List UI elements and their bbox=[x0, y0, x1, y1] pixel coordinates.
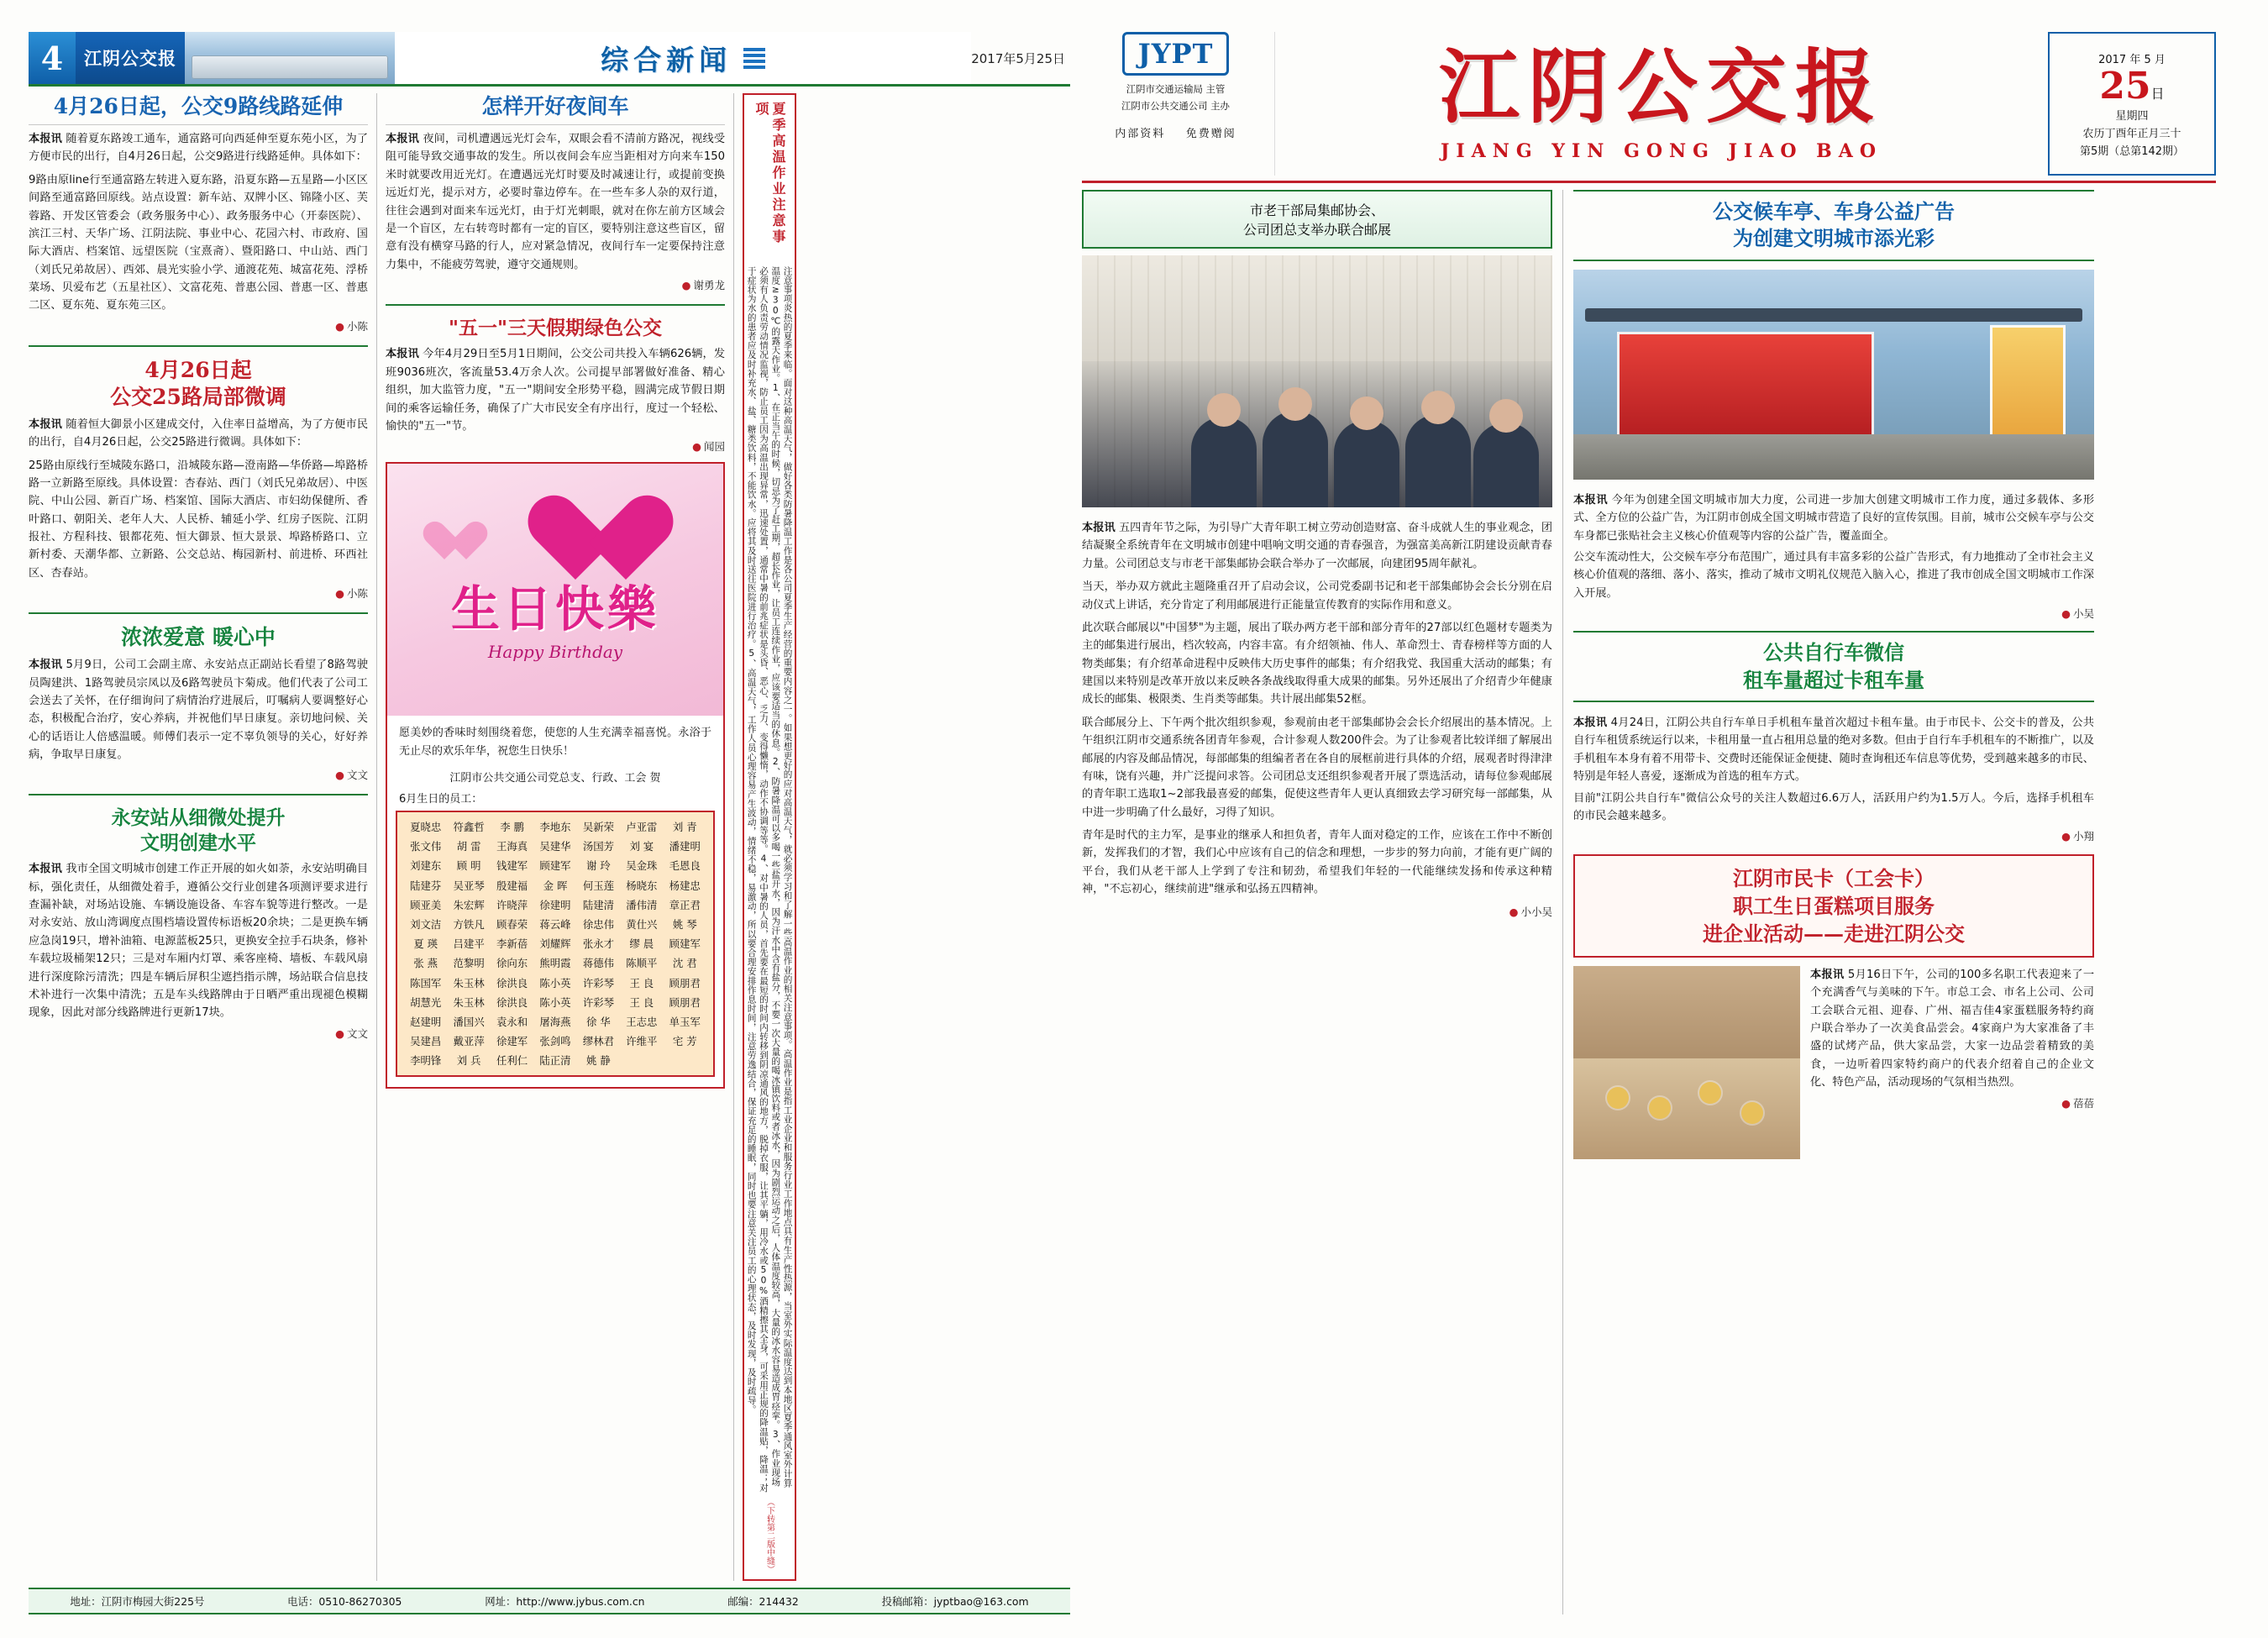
article-paragraph-2: 25路由原线行至城陵东路口，沿城陵东路—澄南路—华侨路—埠路桥路一立新路至原线。具体设置：杏春站、西门（刘氏兄弟故居）、中医院、中山公园、新百广场、档案馆、国际大酒店、市妇幼保健所、香叶路口、朝阳关、老年人大、人民桥、辅延小学、红房子医院、江阴报社、方程科技、银都花苑、恒大御景、恒大景景、埠路桥路口、立新村委、天潮华都、立新路、公交总站、梅园新村、前进桥、环西社区、杏春站。 bbox=[29, 459, 368, 580]
publisher-block bbox=[1082, 32, 1275, 176]
employee-name: 王海真 bbox=[496, 840, 528, 853]
cake-headline-line2: 职工生日蛋糕项目服务 bbox=[1733, 893, 1935, 918]
employee-name: 方铁凡 bbox=[453, 918, 485, 932]
footer-website[interactable]: 网址：http://www.jybus.com.cn bbox=[485, 1595, 645, 1608]
left-column-1 bbox=[29, 93, 368, 1581]
employee-name: 章正君 bbox=[669, 898, 701, 911]
lead-label: 本报讯 bbox=[1810, 968, 1845, 981]
employee-name: 姚 琴 bbox=[672, 918, 697, 932]
column-divider bbox=[376, 93, 377, 1581]
table-row bbox=[404, 992, 706, 1011]
employee-name: 李新蓓 bbox=[496, 937, 528, 951]
article-paragraph-1: 随着恒大御景小区建成交付，入住率日益增高，为了方便市民的出行，自4月26日起，公交25路进行微调。具体如下： bbox=[29, 417, 369, 449]
footer-postcode: 邮编：214432 bbox=[727, 1595, 799, 1608]
birthday-name-table bbox=[396, 811, 715, 1077]
employee-name: 杨晓东 bbox=[626, 879, 658, 892]
employee-name: 陈顺平 bbox=[626, 957, 658, 970]
employee-name: 吴亚琴 bbox=[453, 879, 485, 892]
photo-foreground bbox=[1082, 361, 1552, 507]
employee-name: 许彩琴 bbox=[582, 976, 614, 990]
employee-name: 顾建军 bbox=[669, 937, 701, 951]
shelter-ad-panel bbox=[1617, 332, 1874, 438]
table-row bbox=[404, 875, 706, 895]
bike-text-1: 4月24日，江阴公共自行车单日手机租车量首次超过卡租车量。由于市民卡、公交卡的普及，公共自行车租赁系统运行以来，卡租用量一直占租用总量的绝对多数。但由于自行车手机租车的不断推广，以及手机租车本身有着不用带卡、交费时还能保证金便捷、随时查询租还车信息等优势，受到越来越多的市民、特别是年轻人喜爱，逐渐成为首选的租车方式。 bbox=[1573, 717, 2094, 784]
lead-label: 本报讯 bbox=[1573, 493, 1609, 507]
column-divider bbox=[1562, 190, 1563, 1614]
notice-body bbox=[745, 266, 793, 1494]
employee-name: 张 燕 bbox=[413, 957, 438, 970]
lead-paragraph-1 bbox=[1082, 519, 1552, 573]
bike-paragraph-2: 目前"江阴公共自行车"微信公众号的关注人数超过6.6万人，活跃用户约为1.5万人。今后，选择手机租车的市民会越来越多。 bbox=[1573, 791, 2094, 822]
employee-name bbox=[664, 1051, 706, 1070]
jypt-logo bbox=[1122, 32, 1230, 76]
issue-day-unit: 日 bbox=[2150, 85, 2165, 102]
left-page-footer bbox=[29, 1588, 1070, 1614]
cake-article-body-wrap bbox=[1573, 966, 2094, 1159]
employee-name: 朱宏辉 bbox=[453, 898, 485, 911]
table-row bbox=[404, 1032, 706, 1051]
article-byline: ● 闻园 bbox=[692, 440, 725, 454]
bike-article-body bbox=[1573, 711, 2094, 846]
newspaper-nameplate bbox=[1275, 32, 2048, 176]
byline-author: 文文 bbox=[346, 769, 368, 782]
article-lead: 本报讯 bbox=[29, 417, 62, 431]
employee-name: 许维平 bbox=[626, 1035, 658, 1048]
employee-name: 许晓萍 bbox=[496, 898, 528, 911]
employee-name: 王 良 bbox=[629, 976, 654, 990]
issue-number: 第5期（总第142期） bbox=[2079, 144, 2185, 158]
article-night-driving bbox=[386, 93, 725, 292]
table-row bbox=[404, 1051, 706, 1070]
employee-name: 宅 芳 bbox=[672, 1035, 697, 1048]
article-headline-line2: 公交25路局部微调 bbox=[110, 384, 286, 409]
employee-name: 朱玉林 bbox=[453, 976, 485, 990]
table-row bbox=[404, 934, 706, 953]
byline-author: 蓓蓓 bbox=[2072, 1096, 2094, 1110]
table-row bbox=[404, 1011, 706, 1031]
employee-name: 刘 兵 bbox=[456, 1054, 481, 1068]
birthday-names bbox=[404, 817, 706, 1070]
article-yongan-station bbox=[29, 806, 368, 1040]
article-paragraph-1: 5月9日，公司工会副主席、永安站点正副站长看望了8路驾驶员陶建洪、1路驾驶员宗凤以及6路驾驶员卞菊成。他们代表了公司工会送去了关怀，在仔细询问了病情治疗进展后，叮嘱病人要调整好心态，积极配合治疗，安心养病，并祝他们早日康复。亲切地问候、关心的话语让人倍感温暖。师傅们表示一定不辜负领导的关心，好好养病，争取早日康复。 bbox=[29, 659, 369, 761]
birthday-subtitle: 6月生日的员工： bbox=[399, 792, 483, 806]
lead-text-1: 五四青年节之际，为引导广大青年职工树立劳动创造财富、奋斗成就人生的事业观念，团结凝聚全系统青年在文明城市创建中唱响文明交通的青春强音，为强富美高新江阴建设贡献青春力量。公司团总支与市老干部集邮协会联合举办了一次邮展，向建团95周年献礼。 bbox=[1082, 522, 1553, 570]
birthday-message: 愿美妙的香味时刻围绕着您，使您的人生充满幸福喜悦。永浴于无止尽的欢乐年华，祝您生日快乐！ bbox=[399, 727, 711, 759]
divider-green bbox=[386, 304, 725, 306]
shelter-paragraph-1 bbox=[1573, 491, 2094, 545]
left-page bbox=[29, 32, 1070, 1614]
table-row bbox=[404, 817, 706, 837]
issue-day bbox=[2099, 64, 2165, 108]
article-byline: ● 文文 bbox=[335, 1026, 368, 1040]
cake-text-1: 5月16日下午，公司的100多名职工代表迎来了一个充满香气与美味的下午。市总工会、市名上公司、公司工会联合元祖、迎春、广州、福吉佳4家蛋糕服务特约商户联合举办了一次美食品尝会。4家商户为大家准备了丰盛的试烤产品，供大家品尝，大家一边品尝着精致的美食，一边听着四家特约商户的代表介绍着自己的企业文化、特色产品，活动现场的气氛相当热烈。 bbox=[1810, 968, 2095, 1089]
lead-article-byline: ● 小小吴 bbox=[1509, 905, 1552, 918]
byline-author: 小小吴 bbox=[1520, 905, 1552, 918]
birthday-ad bbox=[386, 462, 725, 1089]
employee-name: 吴新荣 bbox=[582, 821, 614, 834]
employee-name: 潘建明 bbox=[669, 840, 701, 853]
employee-name: 徐建明 bbox=[539, 898, 571, 911]
employee-name: 沈 君 bbox=[672, 957, 697, 970]
employee-name: 任利仁 bbox=[496, 1054, 528, 1068]
employee-name: 顾亚美 bbox=[410, 898, 442, 911]
employee-name: 刘 宴 bbox=[629, 840, 654, 853]
lead-paragraph-5: 青年是时代的主力军，是事业的继承人和担负者，青年人面对稳定的工作，应该在工作中不断创新，发挥我们的才智，我们心中应该有自己的信念和理想，一步步的努力向前，才能有更广阔的平台，我们从老干部人上学到了专注和韧劲，希望我们年轻的一代能继续发扬和传承这种精神，"不忘初心，继续前进"继承和弘扬五四精神。 bbox=[1082, 829, 1552, 896]
employee-name: 徐向东 bbox=[496, 957, 528, 970]
article-lead: 本报讯 bbox=[29, 863, 62, 876]
employee-name: 潘伟清 bbox=[626, 898, 658, 911]
employee-name: 刘建东 bbox=[410, 859, 442, 873]
divider bbox=[29, 124, 368, 125]
article-body bbox=[386, 345, 725, 435]
shelter-text-1: 今年为创建全国文明城市加大力度，公司进一步加大创建文明城市工作力度，通过多载体、多形式、全方位的公益广告，为江阴市创成全国文明城市营造了良好的宣传氛围。目前，城市公交候车亭与公交车身都已张贴社会主义核心价值观等内容的公益广告，覆盖面全。 bbox=[1573, 493, 2095, 543]
cake-tasting-photo bbox=[1573, 966, 1800, 1159]
internal-label: 内部资料 bbox=[1115, 128, 1166, 140]
shelter-side-panel bbox=[1990, 325, 2066, 446]
bike-paragraph-1 bbox=[1573, 714, 2094, 786]
article-headline: 4月26日起，公交9路线路延伸 bbox=[53, 94, 344, 118]
article-lead: 本报讯 bbox=[29, 659, 63, 672]
column-divider bbox=[733, 93, 734, 1581]
notice-title: 夏季高温作业注意事项 bbox=[753, 102, 786, 245]
publisher-line-1: 江阴市交通运输局 主管 bbox=[1126, 83, 1226, 95]
heart-icon-small bbox=[433, 522, 478, 564]
byline-author: 闻园 bbox=[703, 440, 725, 454]
article-paragraph-1: 今年4月29日至5月1日期间，公交公司共投入车辆626辆，发班9036班次，客流量53.4万余人次。公司提早部署做好准备、精心组织，加大监管力度，"五一"期间安全形势平稳，圆满完成节假日期间的乘客运输任务，确保了广大市民安全有序出行，度过一个轻松、愉快的"五一"节。 bbox=[386, 348, 726, 433]
person-silhouette bbox=[1334, 420, 1399, 507]
employee-name: 蒋云峰 bbox=[539, 918, 571, 932]
employee-name: 熊明霞 bbox=[539, 957, 571, 970]
table-row bbox=[404, 953, 706, 973]
page-number: 4 bbox=[29, 32, 76, 84]
employee-name: 陈小英 bbox=[539, 976, 571, 990]
footer-address: 地址：江阴市梅园大街225号 bbox=[70, 1595, 205, 1608]
employee-name: 姚 静 bbox=[586, 1054, 611, 1068]
employee-name bbox=[620, 1051, 663, 1070]
right-column-1 bbox=[1082, 190, 1552, 1614]
employee-name: 缪林君 bbox=[582, 1035, 614, 1048]
section-title: 综合新闻 bbox=[601, 43, 732, 76]
shelter-roof bbox=[1585, 308, 2082, 322]
issue-day-number: 25 bbox=[2099, 64, 2151, 108]
person-silhouette bbox=[1191, 417, 1257, 507]
nameplate-pinyin: JIANG YIN GONG JIAO BAO bbox=[1440, 139, 1883, 162]
employee-name: 徐建军 bbox=[496, 1035, 528, 1048]
table-surface bbox=[1573, 1058, 1800, 1159]
article-byline: ● 小陈 bbox=[335, 319, 368, 333]
employee-name: 王志忠 bbox=[626, 1015, 658, 1028]
article-headline: "五一"三天假期绿色公交 bbox=[449, 317, 662, 339]
employee-name: 卢亚雷 bbox=[626, 821, 658, 834]
employee-name: 毛恩良 bbox=[669, 859, 701, 873]
cake-article-byline: ● 蓓蓓 bbox=[2061, 1096, 2094, 1110]
employee-name: 顾建军 bbox=[539, 859, 571, 873]
employee-name: 单玉军 bbox=[669, 1015, 701, 1028]
employee-name: 许彩琴 bbox=[582, 995, 614, 1009]
employee-name: 潘国兴 bbox=[453, 1015, 485, 1028]
employee-name: 王 良 bbox=[629, 995, 654, 1009]
masthead-date: 2017年5月25日 bbox=[971, 50, 1065, 66]
person-silhouette bbox=[1405, 414, 1471, 507]
notice-heading: 注意事项 bbox=[782, 265, 793, 304]
employee-name: 吴建昌 bbox=[410, 1035, 442, 1048]
employee-name: 李地东 bbox=[539, 821, 571, 834]
employee-name: 胡慧光 bbox=[410, 995, 442, 1009]
divider-green bbox=[29, 612, 368, 614]
employee-name: 黄仕兴 bbox=[626, 918, 658, 932]
food-item bbox=[1607, 1087, 1629, 1109]
birthday-title-cn: 生日快樂 bbox=[450, 580, 659, 638]
issue-weekday: 星期四 bbox=[2115, 109, 2149, 123]
article-may-holiday bbox=[386, 316, 725, 454]
employee-name: 戴亚萍 bbox=[453, 1035, 485, 1048]
employee-name: 吴建华 bbox=[539, 840, 571, 853]
employee-name: 杨建忠 bbox=[669, 879, 701, 892]
masthead-logo-text: 江阴公交报 bbox=[84, 48, 176, 69]
food-item bbox=[1649, 1097, 1671, 1119]
byline-author: 小吴 bbox=[2072, 607, 2094, 621]
employee-name: 吕建平 bbox=[453, 937, 485, 951]
food-item bbox=[1699, 1082, 1721, 1104]
employee-name: 谢 玲 bbox=[586, 859, 611, 873]
cake-article-text bbox=[1810, 966, 2094, 1159]
article-lead: 本报讯 bbox=[386, 348, 419, 361]
shelter-ad-headline bbox=[1573, 190, 2094, 261]
lead-headline-line1: 市老干部局集邮协会、 bbox=[1249, 202, 1384, 218]
employee-name: 金 晖 bbox=[543, 879, 568, 892]
article-headline: 怎样开好夜间车 bbox=[481, 94, 629, 118]
article-headline-line1: 永安站从细微处提升 bbox=[111, 806, 286, 830]
notice-continuation: （下转第二版中缝） bbox=[764, 1498, 774, 1574]
employee-name: 刘文洁 bbox=[410, 918, 442, 932]
employee-name: 徐洪良 bbox=[496, 976, 528, 990]
article-lead: 本报讯 bbox=[386, 133, 419, 145]
article-paragraph-2: 9路由原line行至通富路左转进入夏东路，沿夏东路—五星路—小区区间路至通富路回原线。站点设置：新车站、双牌小区、锦隆小区、芙蓉路、开发区管委会（政务服务中心）、政务服务中心（开泰医院）、滨江三村、天华广场、江阴法院、事业中心、花园六村、市政府、国际大酒店、档案馆、远望医院（宝熹斋）、暨阳路口、中山站、西门（刘氏兄弟故居）、西郊、晨光实验小学、通渡花苑、城富花苑、浮桥菜场、贝爱布艺（五星社区）、文富花苑、普惠公园、普惠一区、普惠二区、夏东苑、夏东苑三区。 bbox=[29, 173, 368, 312]
employee-name: 钱建军 bbox=[496, 859, 528, 873]
byline-author: 小陈 bbox=[346, 319, 368, 333]
employee-name: 蒋德伟 bbox=[582, 957, 614, 970]
employee-name: 徐 华 bbox=[586, 1015, 611, 1028]
birthday-ad-art bbox=[387, 464, 723, 716]
employee-name: 殷建福 bbox=[496, 879, 528, 892]
employee-name: 顾朋君 bbox=[669, 995, 701, 1009]
employee-name: 何玉莲 bbox=[582, 879, 614, 892]
lead-article-body bbox=[1082, 514, 1552, 921]
masthead-bus-photo bbox=[185, 32, 395, 84]
employee-name: 张文伟 bbox=[410, 840, 442, 853]
bike-headline-line2: 租车量超过卡租车量 bbox=[1743, 667, 1924, 692]
shelter-ground bbox=[1573, 434, 2094, 480]
article-paragraph-1: 夜间，司机遭遇远光灯会车，双眼会看不清前方路况，视线受阻可能导致交通事故的发生。所以夜间会车应当距相对方向来车150米时就要改用近光灯。在遭遇远光灯时要及时减速让行，或提前变换远近灯光，提示对方，必要时靠边停车。在一些车多人杂的双行道，往往会遇到对面来车远光灯，由于灯光刺眼，就对在你左前方区域会是一个盲区，左右转弯时都有一定的盲区，要特别注意这些盲区，留意有没有横穿马路的行人，应对紧急情况，夜间行车一定要保持注意力集中，不能疲劳驾驶，遵守交通规则。 bbox=[386, 133, 726, 271]
article-paragraph-1: 我市全国文明城市创建工作正开展的如火如荼，永安站明确目标，强化责任，从细微处着手，遵循公交行业创建各项测评要求进行查漏补缺，对场站设施、车辆设施设备、车容车貌等进行整改。一是对永安站、放山湾调度点围档墙设置传标语板20余块；二是更换车辆应急岗19只，增补油箱、电源蓝板25只，更换安全拉手石块条，修补车载垃圾桶架12只；三是对车厢内灯罩、乘客座椅、墙板、车载风扇进行深度除污清洗；四是车辆后屏积尘遮挡指示牌，场站联合信息技术补进行一次集中清洗；五是车头线路牌由于日晒严重出现褪色模糊现象，因此对部分线路牌进行更新17块。 bbox=[29, 863, 369, 1020]
shelter-paragraph-2: 公交车流动性大，公交候车亭分布范围广，通过具有丰富多彩的公益广告形式，有力地推动了全市社会主义核心价值观的落细、落小、落实，推动了城市文明礼仪规范入脑入心，推进了我市创成全国文明城市工作深入开展。 bbox=[1573, 550, 2094, 600]
article-byline: ● 文文 bbox=[335, 769, 368, 782]
lead-article-headline bbox=[1082, 190, 1552, 249]
article-body bbox=[29, 656, 368, 764]
issue-lunar-date: 农历丁酉年正月三十 bbox=[2082, 127, 2181, 140]
bus-shelter-photo bbox=[1573, 270, 2094, 480]
employee-name: 符鑫哲 bbox=[453, 821, 485, 834]
lead-headline-line2: 公司团总支举办联合邮展 bbox=[1242, 222, 1391, 238]
employee-name: 李 鹏 bbox=[500, 821, 524, 834]
byline-author: 文文 bbox=[346, 1026, 368, 1040]
person-silhouette bbox=[1263, 411, 1328, 507]
employee-name: 陈国军 bbox=[410, 976, 442, 990]
article-byline: ● 小陈 bbox=[335, 587, 368, 601]
article-warm-love bbox=[29, 624, 368, 782]
employee-name: 张永才 bbox=[582, 937, 614, 951]
publisher-line-2: 江阴市公共交通公司 主办 bbox=[1121, 100, 1230, 112]
person-silhouette bbox=[1473, 423, 1539, 507]
divider-green bbox=[29, 345, 368, 347]
lead-paragraph-3: 此次联合邮展以"中国梦"为主题，展出了联办两方老干部和部分青年的27部以红色题材专题类为主的邮集进行展出，档次较高，内容丰富。有介绍领袖、伟人、革命烈士、青春榜样等方面的人物类邮集；有介绍革命进程中反映伟大历史事件的邮集；有介绍我党、我国重大活动的邮集；有建国以来特别是改革开放以来反映各条战线取得重大成果的邮集。另外还展出了介绍青少年健康成长的邮集、极限类、生肖类等邮集。共计展出邮集52框。 bbox=[1082, 621, 1552, 706]
bike-headline-line1: 公共自行车微信 bbox=[1763, 640, 1904, 665]
right-body bbox=[1082, 190, 2216, 1614]
footer-email[interactable]: 投稿邮箱：jyptbao@163.com bbox=[881, 1595, 1029, 1608]
employee-name: 屠海燕 bbox=[539, 1015, 571, 1028]
right-column-2 bbox=[1573, 190, 2094, 1614]
cake-paragraph-1 bbox=[1810, 966, 2094, 1092]
internal-material-label bbox=[1115, 124, 1236, 140]
cake-headline-line3: 进企业活动——走进江阴公交 bbox=[1703, 921, 1965, 946]
byline-author: 小陈 bbox=[346, 587, 368, 601]
article-body bbox=[29, 416, 368, 452]
employee-name: 缪 晨 bbox=[629, 937, 654, 951]
nameplate-chinese: 江阴公交报 bbox=[1439, 39, 1884, 135]
birthday-signature: 江阴市公共交通公司党总支、行政、工会 贺 bbox=[449, 771, 661, 785]
section-title-block bbox=[395, 32, 971, 84]
employee-name: 顾春荣 bbox=[496, 918, 528, 932]
lead-article-photo bbox=[1082, 255, 1552, 507]
article-headline-line1: 4月26日起 bbox=[144, 357, 252, 382]
footer-phone: 电话：0510-86270305 bbox=[287, 1595, 402, 1608]
table-row bbox=[404, 895, 706, 914]
jypt-logo-text: JYPT bbox=[1137, 38, 1214, 70]
shelter-headline-line2: 为创建文明城市添光彩 bbox=[1733, 226, 1935, 251]
article-byline: ● 谢勇龙 bbox=[681, 279, 725, 291]
employee-name: 陈小英 bbox=[539, 995, 571, 1009]
employee-name: 胡 雷 bbox=[456, 840, 481, 853]
left-column-2 bbox=[386, 93, 725, 1581]
cake-headline-line1: 江阴市民卡（工会卡） bbox=[1733, 865, 1935, 890]
bike-article-byline: ● 小翔 bbox=[2061, 830, 2094, 843]
shelter-headline-line1: 公交候车亭、车身公益广告 bbox=[1713, 199, 1955, 223]
employee-name: 徐洪良 bbox=[496, 995, 528, 1009]
article-bus9-extension bbox=[29, 93, 368, 333]
left-body bbox=[29, 93, 1070, 1581]
employee-name: 袁永和 bbox=[496, 1015, 528, 1028]
decor-bars-icon bbox=[743, 48, 765, 69]
issue-year-month: 2017 年 5 月 bbox=[2098, 53, 2166, 66]
article-headline-line2: 文明创建水平 bbox=[140, 831, 256, 854]
lead-label: 本报讯 bbox=[1573, 717, 1608, 730]
shelter-article-byline: ● 小吴 bbox=[2061, 607, 2094, 621]
right-page bbox=[1082, 32, 2216, 1614]
employee-name: 赵建明 bbox=[410, 1015, 442, 1028]
summer-heat-notice bbox=[743, 93, 796, 1581]
employee-name: 陆正清 bbox=[539, 1054, 571, 1068]
article-body bbox=[29, 130, 368, 166]
employee-name: 范黎明 bbox=[453, 957, 485, 970]
employee-name: 刘耀辉 bbox=[539, 937, 571, 951]
left-masthead bbox=[29, 32, 1070, 87]
article-body bbox=[386, 130, 725, 274]
employee-name: 李明锋 bbox=[410, 1054, 442, 1068]
employee-name: 顾朋君 bbox=[669, 976, 701, 990]
article-bus25-adjust bbox=[29, 357, 368, 601]
shelter-article-body bbox=[1573, 488, 2094, 623]
article-body bbox=[29, 860, 368, 1021]
divider bbox=[386, 124, 725, 125]
birthday-title-en: Happy Birthday bbox=[487, 642, 623, 663]
employee-name: 陆建芬 bbox=[410, 879, 442, 892]
table-row bbox=[404, 837, 706, 856]
table-row bbox=[404, 856, 706, 875]
employee-name: 刘 青 bbox=[672, 821, 697, 834]
right-masthead bbox=[1082, 32, 2216, 183]
issue-date-box bbox=[2048, 32, 2216, 176]
byline-author: 小翔 bbox=[2072, 830, 2094, 843]
divider-green bbox=[29, 794, 368, 795]
employee-name: 汤国芳 bbox=[582, 840, 614, 853]
employee-name: 张剑鸣 bbox=[539, 1035, 571, 1048]
lead-paragraph-2: 当天，举办双方就此主题隆重召开了启动会议，公司党委副书记和老干部集邮协会会长分别在启动仪式上讲话，充分肯定了利用邮展进行正能量宣传教育的实际作用和意义。 bbox=[1082, 580, 1552, 612]
table-row bbox=[404, 914, 706, 933]
byline-author: 谢勇龙 bbox=[693, 279, 725, 291]
free-label: 免费赠阅 bbox=[1185, 128, 1236, 140]
table-row bbox=[404, 973, 706, 992]
lead-label: 本报讯 bbox=[1082, 522, 1116, 534]
article-headline: 浓浓爱意 暖心中 bbox=[121, 625, 276, 650]
employee-name: 夏晓忠 bbox=[410, 821, 442, 834]
employee-name: 顾 明 bbox=[456, 859, 481, 873]
article-lead: 本报讯 bbox=[29, 133, 62, 145]
employee-name: 陆建清 bbox=[582, 898, 614, 911]
food-item bbox=[1741, 1102, 1763, 1124]
employee-name: 朱玉林 bbox=[453, 995, 485, 1009]
cake-article-headline bbox=[1573, 854, 2094, 958]
employee-name: 徐忠伟 bbox=[582, 918, 614, 932]
lead-paragraph-4: 联合邮展分上、下午两个批次组织参观，参观前由老干部集邮协会会长介绍展出的基本情况。上午组织江阴市交通系统各团青年参观，合计参观人数200件会。为了让参观者比较详细了解展出邮展的内容及邮品情况，每部邮集的组编者者在各自的展框前进行具体的介绍，展观者时得津津有味，饶有兴趣，并广泛提问求答。公司团总支还组织参观者开展了票选活动，请每位参观邮展的青年职工选取1~2部我最喜爱的邮集，促使这些青年人更认真细致去学习研究每一部邮集，从中进一步明确了什么最好，习得了知识。 bbox=[1082, 716, 1552, 819]
employee-name: 吴金珠 bbox=[626, 859, 658, 873]
employee-name: 夏 瑛 bbox=[413, 937, 438, 951]
bike-article-headline bbox=[1573, 631, 2094, 702]
article-paragraph-1: 随着夏东路竣工通车，通富路可向西延伸至夏东苑小区，为了方便市民的出行，自4月26日起，公交9路进行线路延伸。具体如下： bbox=[29, 133, 369, 164]
notice-text: 炎热的夏季来临。面对这种高温天气，做好各类防暑降温工作是各公司夏季生产经营的重要内容之一。如果想更好的应对高温天气，就必须学习和了解一些高温作业的相关注意事项。高温作业是指工业企业和服务行业工作地点具有生产性热源，当室外实际温度达到本地区夏季通风室外计算温度≥30℃的露天作业。1、在正当午的时候，切忌为了赶工期，超长作业，让员工连续作业，应该要适当的休息。2、防暑降温可以多喝一些盐开水，因为汗水中含有盐分，不要一次大量的喝冰镇饮料或者冰水，因为剧烈运动之后，人体温度较高，大量的冰水容易造成胃痉挛。3、作业现场必须有人负责劳动情况监视，防止员工因为高温出现异常，迅速处置，通常中暑的前兆症状是头昏、恶心、乏力、变得懒惰，动作不协调等等。4、对中暑的人员，首先要在最短的时间内转移到阴凉通风的地方，脱掉衣服，让其平躺，用冷水或50%酒精擦其全身，可采用正规的降温贴，降温；对于症状为水的患者应及时补充水、盐、糖类饮料，不能饮水。应将其及时送往医院进行治疗。5、高温天气，工作人员心理容易产生波动，情绪不稳，易激动，所以要合理安排作息时间，注意劳逸结合，保证充足的睡眠，同时也要注意关注员工的心理状态，及时发现，及时疏导。 bbox=[746, 265, 793, 1493]
masthead-logo bbox=[76, 32, 185, 84]
